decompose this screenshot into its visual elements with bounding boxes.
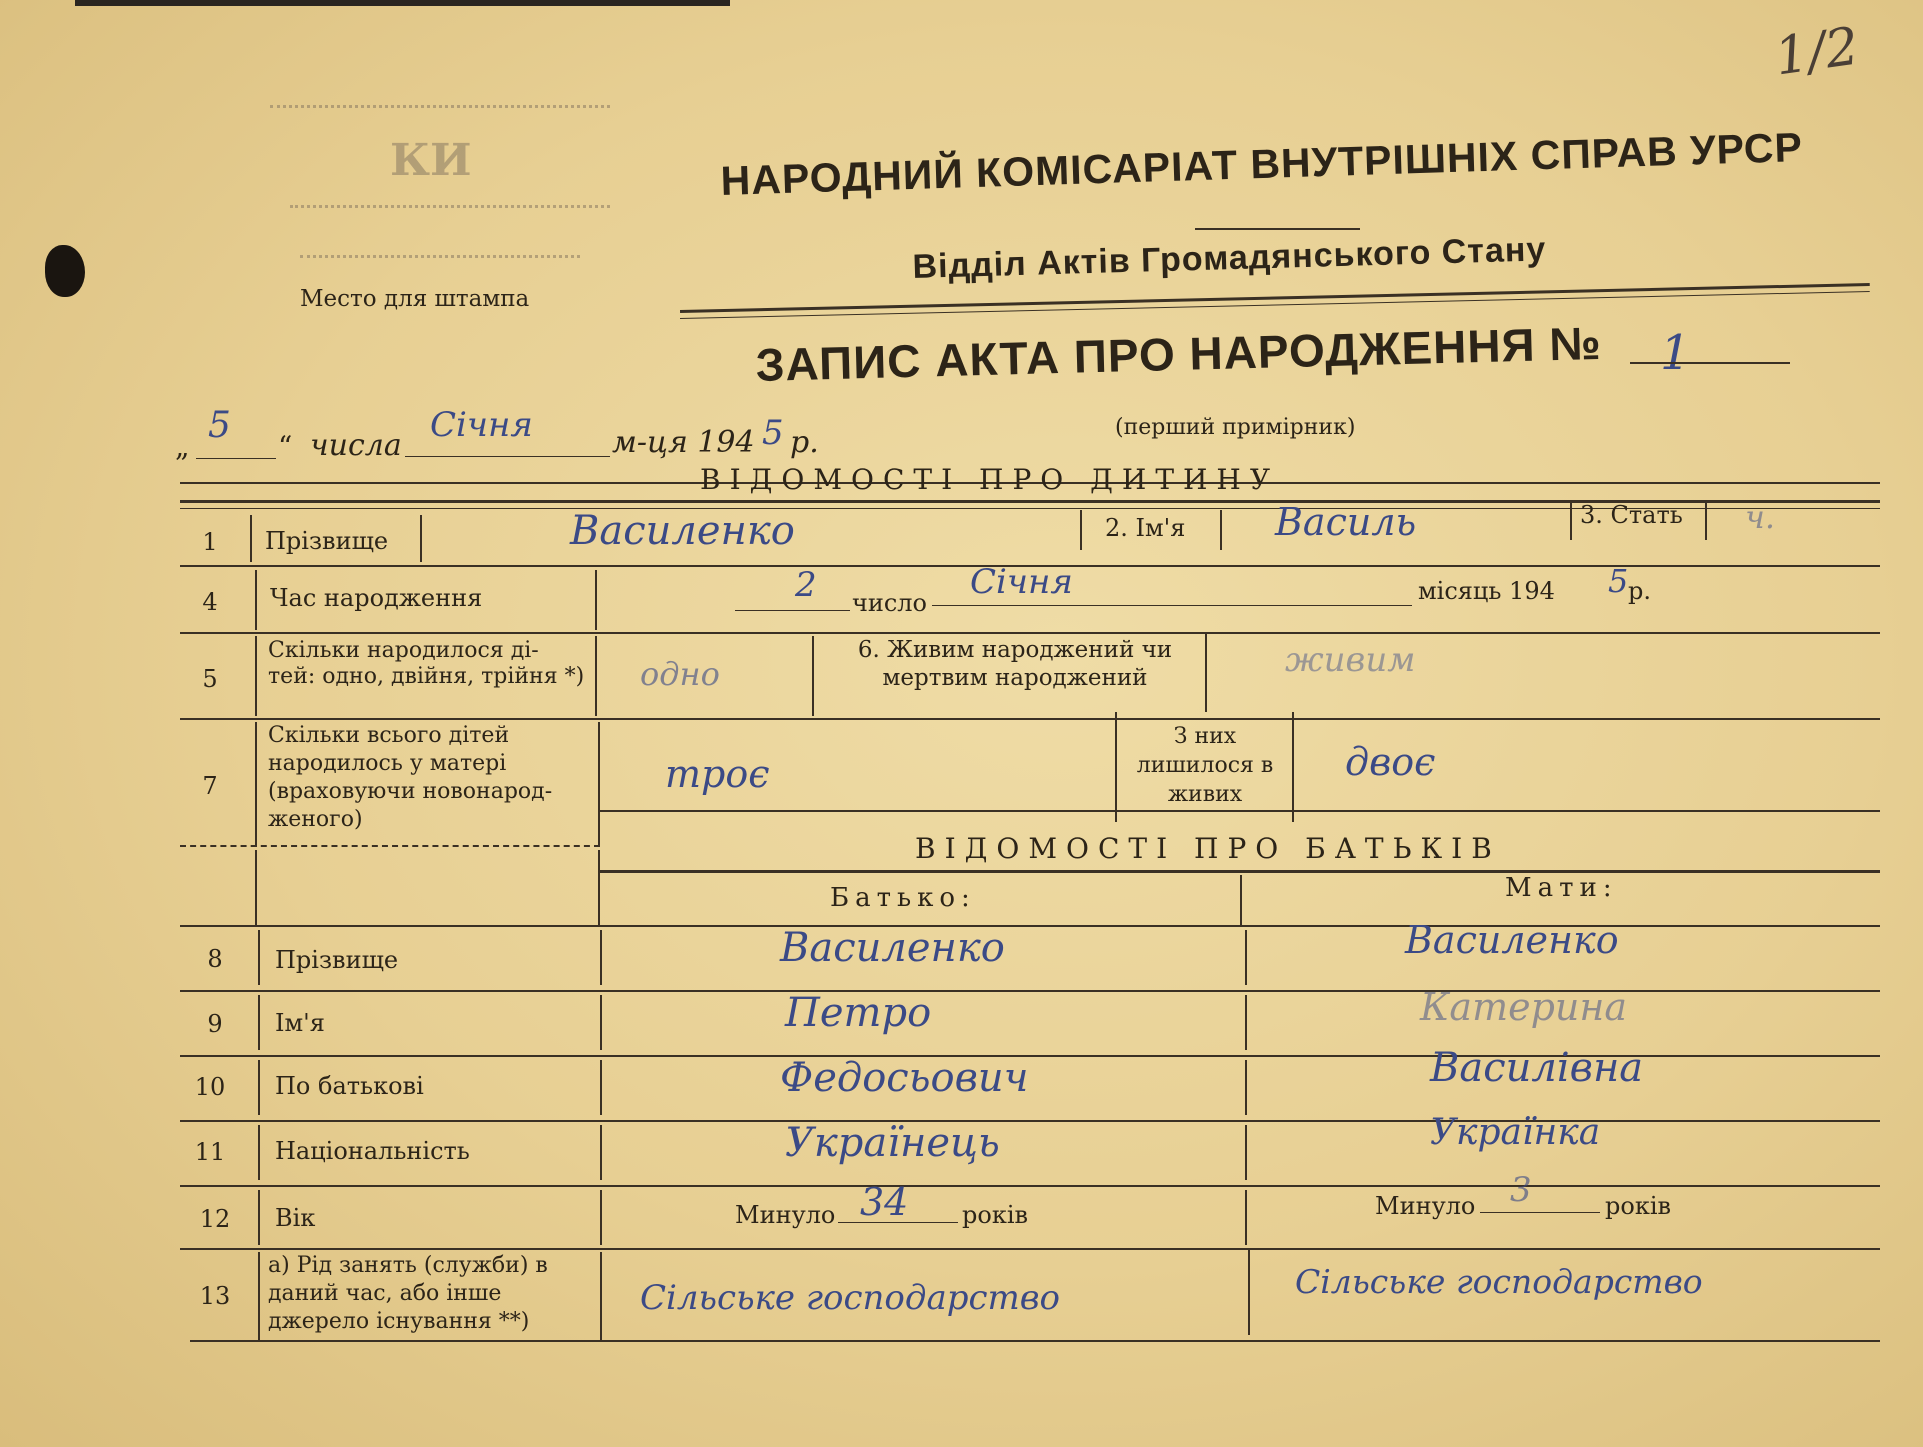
- col-divider: [1292, 712, 1294, 822]
- patronymic-label: По батькові: [275, 1072, 424, 1100]
- row-number: 12: [199, 1205, 231, 1233]
- total-children-label: Скільки всього дітей народилось у матері (враховуючи новонарод- женого): [268, 723, 553, 832]
- header-rule: [680, 283, 1870, 313]
- living-children-label: З них лишилося в живих: [1136, 724, 1274, 807]
- date-day-label: числа: [310, 428, 402, 463]
- age-label: Вік: [275, 1204, 316, 1232]
- col-divider: [600, 1190, 602, 1245]
- col-divider: [1245, 930, 1247, 985]
- alive-value: живим: [1285, 640, 1416, 680]
- birth-month-value: Січня: [970, 562, 1073, 602]
- father-nationality-value: Українець: [785, 1120, 1000, 1166]
- alive-label: 6. Живим народжений чи мертвим народжений: [857, 637, 1173, 691]
- mother-age-suffix: років: [1605, 1192, 1671, 1220]
- birth-year-suffix: р.: [1628, 577, 1651, 605]
- row-number: 5: [202, 665, 218, 693]
- row-number: 7: [202, 772, 218, 800]
- col-divider: [255, 722, 257, 847]
- mother-age-prefix: Минуло: [1375, 1192, 1476, 1220]
- mother-age-line: [1480, 1212, 1600, 1213]
- child-name-label: 2. Ім'я: [1105, 514, 1186, 542]
- col-divider: [600, 995, 602, 1050]
- row-divider: [180, 632, 1880, 634]
- col-divider: [258, 1125, 260, 1180]
- row-number: 1: [202, 528, 218, 556]
- col-divider: [600, 1125, 602, 1180]
- stamp-residue-lines: [290, 205, 610, 214]
- record-number: 1: [1660, 325, 1691, 381]
- date-day: 5: [208, 405, 231, 446]
- parents-section-rule: [600, 870, 1880, 873]
- col-divider: [250, 515, 252, 562]
- col-divider: [598, 722, 600, 847]
- birth-year-digit: 5: [1608, 562, 1629, 600]
- row-number: 4: [202, 588, 218, 616]
- date-quote-open: „: [175, 430, 190, 463]
- father-column-label: Батько:: [830, 883, 976, 913]
- child-section-heading: ВІДОМОСТІ ПРО ДИТИНУ: [700, 463, 1280, 496]
- mother-patronymic-value: Василівна: [1430, 1045, 1644, 1091]
- col-divider: [1205, 632, 1207, 712]
- date-year-suffix: р.: [790, 425, 819, 460]
- row-divider: [180, 925, 1880, 927]
- stamp-residue-lines: [270, 105, 610, 114]
- col-divider: [1570, 500, 1572, 540]
- row-number: 13: [199, 1282, 231, 1310]
- col-divider: [595, 570, 597, 630]
- mother-column-label: Мати:: [1505, 873, 1618, 903]
- occupation-label: а) Рід занять (служби) в даний час, або інше джерело існування **): [268, 1253, 548, 1334]
- date-month-label: м-ця 194: [612, 425, 755, 460]
- stamp-residue-lines: [300, 255, 580, 264]
- child-sex-label: 3. Стать: [1580, 501, 1683, 529]
- col-divider: [1245, 1125, 1247, 1180]
- father-name-value: Петро: [785, 990, 932, 1036]
- father-age-line: [838, 1222, 958, 1223]
- father-occupation-value: Сільське господарство: [640, 1278, 1061, 1318]
- department-heading: Відділ Актів Громадянського Стану: [912, 230, 1547, 286]
- birth-day-line: [735, 610, 850, 611]
- living-children-value: двоє: [1345, 740, 1436, 784]
- child-surname-label: Прізвище: [265, 527, 389, 555]
- mother-surname-value: Василенко: [1405, 918, 1619, 962]
- stamp-residue: КИ: [390, 135, 472, 186]
- ministry-heading: НАРОДНИЙ КОМІСАРІАТ ВНУТРІШНІХ СПРАВ УРСР: [720, 123, 1804, 204]
- row-divider: [600, 810, 1880, 812]
- birth-day-label: число: [852, 589, 927, 617]
- date-day-line: [196, 458, 276, 459]
- col-divider: [1245, 1060, 1247, 1115]
- parents-section-top-rule: [180, 845, 600, 847]
- birth-count-label: Скільки народилося ді- тей: одно, двійня, трійня *): [268, 638, 585, 689]
- child-name-value: Василь: [1275, 500, 1417, 544]
- col-divider: [600, 930, 602, 985]
- row-divider: [180, 1120, 1880, 1122]
- parent-surname-label: Прізвище: [275, 946, 399, 974]
- mother-age-value: 3: [1510, 1170, 1532, 1210]
- col-divider: [258, 995, 260, 1050]
- birth-month-line: [932, 605, 1412, 606]
- record-number-underline: [1630, 362, 1790, 364]
- punch-hole: [45, 245, 85, 297]
- row-divider: [180, 1185, 1880, 1187]
- child-surname-value: Василенко: [570, 508, 795, 554]
- col-divider: [595, 636, 597, 716]
- parents-section-heading: ВІДОМОСТІ ПРО БАТЬКІВ: [915, 832, 1501, 865]
- document-title: ЗАПИС АКТА ПРО НАРОДЖЕННЯ №: [755, 316, 1603, 391]
- col-divider: [1115, 712, 1117, 822]
- col-divider: [812, 636, 814, 716]
- stamp-placeholder-label: Место для штампа: [300, 286, 530, 312]
- mother-nationality-value: Українка: [1430, 1112, 1601, 1153]
- corner-note: 1/2: [1771, 16, 1863, 88]
- father-patronymic-value: Федосьович: [780, 1055, 1029, 1101]
- row-number: 11: [194, 1138, 226, 1166]
- copy-note: (перший примірник): [1115, 415, 1356, 440]
- col-divider: [1220, 510, 1222, 550]
- birth-month-label: місяць 194: [1418, 577, 1555, 605]
- mother-name-value: Катерина: [1420, 985, 1628, 1029]
- col-divider: [1705, 500, 1707, 540]
- col-divider: [1240, 875, 1242, 925]
- col-divider: [420, 515, 422, 562]
- col-divider: [258, 1190, 260, 1245]
- col-divider: [255, 570, 257, 630]
- father-surname-value: Василенко: [780, 925, 1005, 971]
- table-bottom-rule: [190, 1340, 1880, 1342]
- father-age-suffix: років: [962, 1201, 1028, 1229]
- parent-name-label: Ім'я: [275, 1009, 325, 1037]
- father-age-prefix: Минуло: [735, 1201, 836, 1229]
- header-divider-short: [1195, 228, 1360, 230]
- date-year-digit: 5: [762, 413, 784, 453]
- col-divider: [255, 636, 257, 716]
- col-divider: [1080, 510, 1082, 550]
- row-divider: [180, 718, 1880, 720]
- date-month-line: [405, 456, 610, 457]
- row-number: 8: [207, 945, 223, 973]
- col-divider: [258, 1252, 260, 1340]
- birth-time-label: Час народження: [270, 584, 483, 612]
- nationality-label: Національність: [275, 1137, 470, 1165]
- father-age-value: 34: [860, 1180, 909, 1224]
- col-divider: [255, 850, 257, 925]
- date-month: Січня: [430, 405, 533, 445]
- birth-day-value: 2: [795, 565, 817, 605]
- row-number: 10: [194, 1073, 226, 1101]
- col-divider: [1245, 995, 1247, 1050]
- col-divider: [598, 850, 600, 925]
- col-divider: [1245, 1190, 1247, 1245]
- col-divider: [600, 1252, 602, 1340]
- row-divider: [180, 1248, 1880, 1250]
- col-divider: [1248, 1250, 1250, 1335]
- top-tape-mark: [75, 0, 730, 6]
- col-divider: [600, 1060, 602, 1115]
- child-sex-value: ч.: [1745, 498, 1776, 536]
- birth-count-value: одно: [640, 655, 720, 693]
- col-divider: [258, 930, 260, 985]
- col-divider: [258, 1060, 260, 1115]
- row-number: 9: [207, 1010, 223, 1038]
- date-quote-close: “: [278, 430, 293, 463]
- mother-occupation-value: Сільське господарство: [1295, 1262, 1703, 1301]
- total-children-value: троє: [665, 752, 770, 796]
